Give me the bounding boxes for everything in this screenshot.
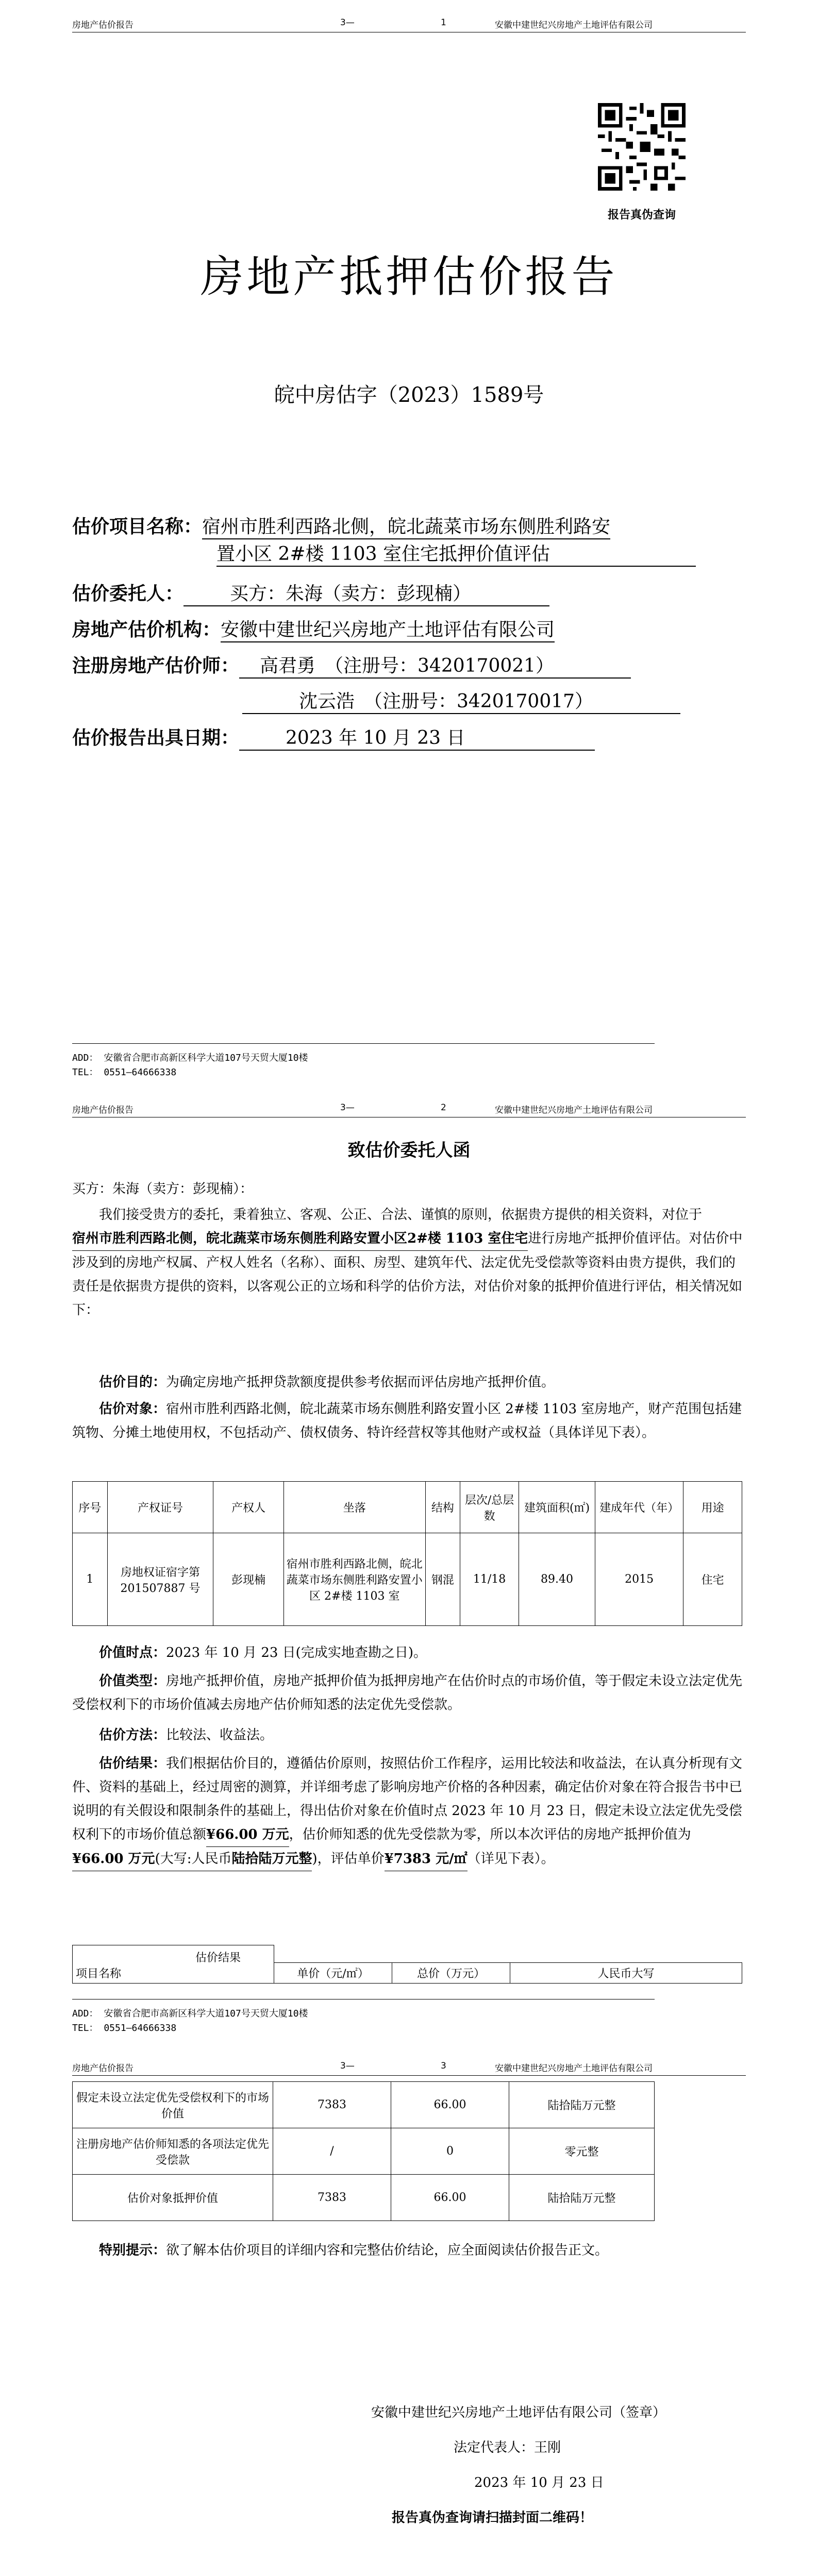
verify-note: 报告真伪查询请扫描封面二维码！ xyxy=(392,2510,593,2526)
rt-cap: 陆拾陆万元整 xyxy=(509,2175,655,2221)
sign-rep: 法定代表人：王刚 xyxy=(454,2440,561,2455)
td-owner: 彭现楠 xyxy=(213,1533,284,1626)
appraiser-2: 沈云浩 （注册号：3420170017） xyxy=(242,690,680,714)
header-company: 安徽中建世纪兴房地产土地评估有限公司 xyxy=(495,1105,653,1115)
result-table xyxy=(72,2081,655,2221)
page-footer xyxy=(72,1999,655,2036)
intro-a: 我们接受贵方的委托，秉着独立、客观、公正、合法、谨慎的原则，依据贵方提供的相关资料，对位于 xyxy=(99,1207,703,1223)
result-c: ，估价师知悉的优先受偿款为零，所以本次评估的房地产抵押价值为 xyxy=(289,1827,691,1842)
appraiser-row2 xyxy=(242,690,680,714)
project-line1: 宿州市胜利西路北侧，皖北蔬菜市场东侧胜利路安 xyxy=(202,516,610,539)
th-location: 坐落 xyxy=(284,1482,426,1533)
header-mid: 3— xyxy=(340,18,355,28)
object-row xyxy=(72,1397,747,1445)
rt-head-item xyxy=(73,1945,274,1984)
project-label: 估价项目名称： xyxy=(72,516,203,537)
table-row xyxy=(73,2128,655,2175)
footer-tel: TEL： 0551—64666338 xyxy=(72,2023,177,2033)
property-table xyxy=(72,1481,742,1626)
result-label: 估价结果： xyxy=(99,1756,166,1771)
value-type-value: 房地产抵押价值，房地产抵押价值为抵押房地产在估价时点的市场价值，等于假定未设立法定优先受偿权利下的市场价值减去房地产估价师知悉的法定优先受偿款。 xyxy=(72,1673,743,1713)
header-left: 房地产估价报告 xyxy=(72,20,133,30)
result-mortgage-value: ¥66.00 万元 xyxy=(72,1847,155,1871)
page-footer xyxy=(72,1043,655,1080)
sign-date: 2023 年 10 月 23 日 xyxy=(474,2475,604,2490)
th-floor: 层次/总层数 xyxy=(460,1482,519,1533)
agency-label: 房地产估价机构： xyxy=(72,619,221,640)
header-mid: 3— xyxy=(340,2061,355,2071)
method-row xyxy=(72,1723,747,1747)
header-page-no: 1 xyxy=(441,18,446,28)
td-use: 住宅 xyxy=(683,1533,742,1626)
rt-name: 假定未设立法定优先受偿权利下的市场价值 xyxy=(73,2082,273,2128)
td-seq: 1 xyxy=(73,1533,108,1626)
rt-name: 估价对象抵押价值 xyxy=(73,2175,273,2221)
rt-unit: / xyxy=(273,2128,391,2175)
value-type-label: 价值类型： xyxy=(99,1673,166,1689)
agency-value: 安徽中建世纪兴房地产土地评估有限公司 xyxy=(221,619,555,642)
rt-cap: 零元整 xyxy=(509,2128,655,2175)
rt-total: 66.00 xyxy=(391,2082,509,2128)
intro-address: 宿州市胜利西路北侧，皖北蔬菜市场东侧胜利路安置小区2#楼 1103 室住宅 xyxy=(72,1227,528,1251)
rt-head-item-label: 项目名称 xyxy=(76,1968,122,1980)
value-date-row xyxy=(72,1641,747,1665)
th-area: 建筑面积(㎡) xyxy=(519,1482,595,1533)
page-header xyxy=(72,1103,746,1117)
footer-tel: TEL： 0551—64666338 xyxy=(72,1067,177,1078)
td-location: 宿州市胜利西路北侧，皖北蔬菜市场东侧胜利路安置小区 2#楼 1103 室 xyxy=(284,1533,426,1626)
notice-value: 欲了解本估价项目的详细内容和完整估价结论，应全面阅读估价报告正文。 xyxy=(166,2243,609,2258)
value-type-row xyxy=(72,1669,747,1717)
agency-row xyxy=(72,618,555,642)
header-page-no: 2 xyxy=(441,1103,446,1113)
td-area: 89.40 xyxy=(519,1533,595,1626)
footer-address: ADD： 安徽省合肥市高新区科学大道107号天贸大厦10楼 xyxy=(72,2008,308,2019)
footer-address: ADD： 安徽省合肥市高新区科学大道107号天贸大厦10楼 xyxy=(72,1053,308,1063)
method-label: 估价方法： xyxy=(99,1727,166,1743)
rt-head-group: 估价结果 xyxy=(195,1952,241,1964)
td-cert: 房地权证宿字第 201507887 号 xyxy=(107,1533,213,1626)
th-owner: 产权人 xyxy=(213,1482,284,1533)
rt-head-total: 总价（万元） xyxy=(392,1963,510,1984)
project-name-row2 xyxy=(216,543,696,567)
result-table-head xyxy=(72,1945,742,1984)
project-line2: 置小区 2#楼 1103 室住宅抵押价值评估 xyxy=(216,543,696,567)
td-floor: 11/18 xyxy=(460,1533,519,1626)
page-header xyxy=(72,2061,746,2076)
salutation: 买方：朱海（卖方：彭现楠）： xyxy=(72,1181,254,1197)
report-title: 房地产抵押估价报告 xyxy=(200,251,618,302)
purpose-value: 为确定房地产抵押贷款额度提供参考依据而评估房地产抵押价值。 xyxy=(166,1375,555,1390)
client-value: 买方：朱海（卖方：彭现楠） xyxy=(183,583,549,606)
sign-company: 安徽中建世纪兴房地产土地评估有限公司（签章） xyxy=(371,2405,666,2420)
result-unit-price: ¥7383 元/㎡ xyxy=(385,1847,468,1871)
date-value: 2023 年 10 月 23 日 xyxy=(239,727,595,751)
th-year: 建成年代（年） xyxy=(595,1482,683,1533)
method-value: 比较法、收益法。 xyxy=(166,1727,274,1743)
paragraph-intro xyxy=(72,1203,747,1322)
th-use: 用途 xyxy=(683,1482,742,1533)
table-row xyxy=(73,2082,655,2128)
table-row xyxy=(73,1533,742,1626)
rt-total: 0 xyxy=(391,2128,509,2175)
rt-cap: 陆拾陆万元整 xyxy=(509,2082,655,2128)
appraiser-label: 注册房地产估价师： xyxy=(72,655,240,676)
header-left: 房地产估价报告 xyxy=(72,1105,133,1115)
th-cert: 产权证号 xyxy=(107,1482,213,1533)
rt-head-cap: 人民币大写 xyxy=(510,1963,742,1984)
client-label: 估价委托人： xyxy=(72,583,184,604)
rt-unit: 7383 xyxy=(273,2082,391,2128)
result-capital: 陆拾陆万元整 xyxy=(231,1847,312,1871)
header-mid: 3— xyxy=(340,1103,355,1113)
table-header-row xyxy=(73,1482,742,1533)
result-g: )，评估单价 xyxy=(312,1851,385,1867)
rt-unit: 7383 xyxy=(273,2175,391,2221)
result-i: （详见下表）。 xyxy=(467,1851,555,1867)
value-date-value: 2023 年 10 月 23 日(完成实地查勘之日)。 xyxy=(166,1645,427,1660)
rt-total: 66.00 xyxy=(391,2175,509,2221)
result-a: 我们根据估价目的，遵循估价原则，按照估价工作程序，运用比较法和收益法，在认真分析现有文件、资料的基础上，经过周密的测算，并详细考虑了影响房地产价格的各种因素，确定估价对象在符合报告书中已说明的有关假设和限制条件的基础上，得出估价对象在价值时点 2023 年 10 月 23 日，假定未设立法定优先受偿权利下的市场价值总额 xyxy=(72,1756,743,1842)
client-row xyxy=(72,582,549,606)
purpose-row xyxy=(72,1370,747,1394)
qr-code-icon xyxy=(598,103,686,191)
value-date-label: 价值时点： xyxy=(99,1645,166,1660)
appraiser-row xyxy=(72,654,631,679)
page-header xyxy=(72,18,746,32)
qr-caption: 报告真伪查询 xyxy=(607,209,676,222)
table-row xyxy=(73,2175,655,2221)
header-company: 安徽中建世纪兴房地产土地评估有限公司 xyxy=(495,20,653,30)
td-year: 2015 xyxy=(595,1533,683,1626)
header-page-no: 3 xyxy=(441,2061,446,2071)
notice-row xyxy=(72,2239,747,2262)
header-company: 安徽中建世纪兴房地产土地评估有限公司 xyxy=(495,2063,653,2074)
project-name-row xyxy=(72,515,610,539)
rt-name: 注册房地产估价师知悉的各项法定优先受偿款 xyxy=(73,2128,273,2175)
th-seq: 序号 xyxy=(73,1482,108,1533)
header-left: 房地产估价报告 xyxy=(72,2063,133,2074)
purpose-label: 估价目的： xyxy=(99,1375,166,1390)
date-row xyxy=(72,726,595,751)
object-label: 估价对象： xyxy=(99,1401,166,1417)
object-value: 宿州市胜利西路北侧，皖北蔬菜市场东侧胜利路安置小区 2#楼 1103 室房地产，财产范围包括建筑物、分摊土地使用权，不包括动产、债权债务、特许经营权等其他财产或权益（具体详见下表）。 xyxy=(72,1401,742,1440)
doc-number: 皖中房估字（2023）1589号 xyxy=(274,383,544,407)
th-structure: 结构 xyxy=(425,1482,460,1533)
td-structure: 钢混 xyxy=(425,1533,460,1626)
rt-head-unit: 单价（元/㎡） xyxy=(274,1963,392,1984)
appraiser-1: 高君勇 （注册号：3420170021） xyxy=(239,655,631,679)
date-label: 估价报告出具日期： xyxy=(72,727,240,749)
notice-label: 特别提示： xyxy=(99,2243,166,2258)
result-row xyxy=(72,1752,747,1871)
result-market-value: ¥66.00 万元 xyxy=(206,1823,289,1847)
intro-c: 进行房地产抵押价值评估。对估价中涉及到的房地产权属、产权人姓名（名称）、面积、房型、建筑年代、法定优先受偿款等资料由贵方提供，我们的责任是依据贵方提供的资料，以客观公正的立场和科学的估价方法，对估价对象的抵押价值进行评估，相关情况如下： xyxy=(72,1231,743,1318)
result-e: (大写:人民币 xyxy=(155,1847,232,1871)
letter-title: 致估价委托人函 xyxy=(347,1140,471,1161)
